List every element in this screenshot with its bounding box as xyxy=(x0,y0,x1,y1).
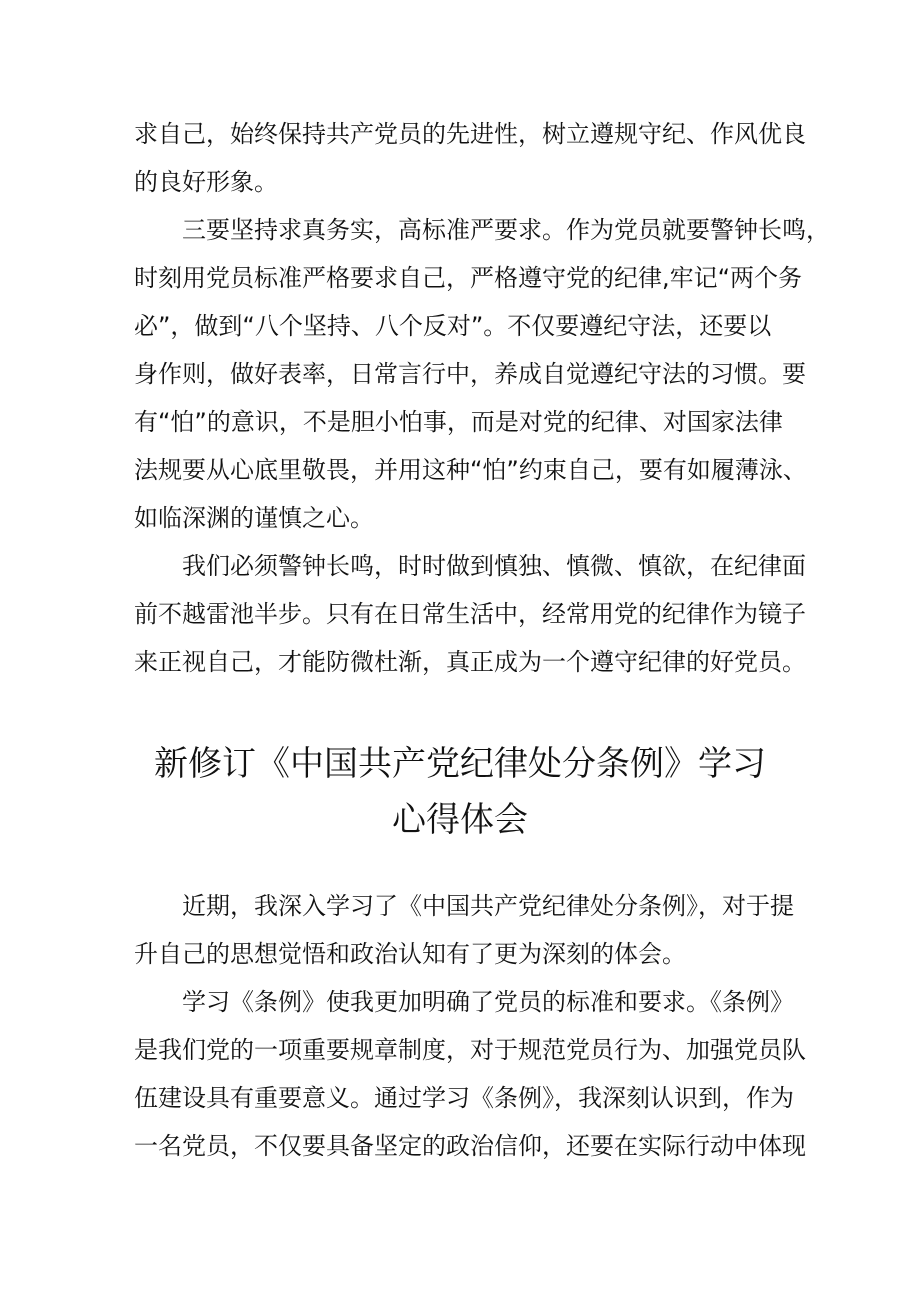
paragraph-3 xyxy=(134,542,806,686)
text-line: 身作则，做好表率，日常言行中，养成自觉遵纪守法的习惯。要 xyxy=(134,360,806,388)
text-line: 近期，我深入学习了《中国共产党纪律处分条例》，对于提 xyxy=(182,892,794,920)
text-line: 是我们党的一项重要规章制度，对于规范党员行为、加强党员队 xyxy=(134,1036,806,1064)
text-line: 一名党员，不仅要具备坚定的政治信仰，还要在实际行动中体现 xyxy=(134,1132,806,1160)
text-line: 的良好形象。 xyxy=(134,168,278,196)
paragraph-4 xyxy=(134,882,794,978)
paragraph-2 xyxy=(134,206,830,542)
title-line: 心得体会 xyxy=(392,800,528,840)
paragraph-5 xyxy=(134,978,806,1170)
title-line: 新修订《中国共产党纪律处分条例》学习 xyxy=(154,744,766,784)
text-line: 有“怕”的意识，不是胆小怕事，而是对党的纪律、对国家法律 xyxy=(134,408,783,436)
text-line: 前不越雷池半步。只有在日常生活中，经常用党的纪律作为镜子 xyxy=(134,600,806,628)
text-line: 升自己的思想觉悟和政治认知有了更为深刻的体会。 xyxy=(134,940,686,968)
text-line: 我们必须警钟长鸣，时时做到慎独、慎微、慎欲，在纪律面 xyxy=(182,552,806,580)
text-line: 三要坚持求真务实，高标准严要求。作为党员就要警钟长鸣， xyxy=(182,216,830,244)
text-line: 来正视自己，才能防微杜渐，真正成为一个遵守纪律的好党员。 xyxy=(134,648,806,676)
text-line: 学习《条例》使我更加明确了党员的标准和要求。《条例》 xyxy=(182,988,794,1016)
text-line: 求自己，始终保持共产党员的先进性，树立遵规守纪、作风优良 xyxy=(134,120,806,148)
paragraph-1 xyxy=(134,110,806,206)
text-line: 必”，做到“八个坚持、八个反对”。不仅要遵纪守法，还要以 xyxy=(134,312,772,340)
text-line: 法规要从心底里敬畏，并用这种“怕”约束自己，要有如履薄泳、 xyxy=(134,456,807,484)
text-line: 时刻用党员标准严格要求自己，严格遵守党的纪律,牢记“两个务 xyxy=(134,264,803,292)
text-line: 如临深渊的谨慎之心。 xyxy=(134,504,374,532)
text-line: 伍建设具有重要意义。通过学习《条例》，我深刻认识到，作为 xyxy=(134,1084,794,1112)
section-title xyxy=(0,736,920,848)
